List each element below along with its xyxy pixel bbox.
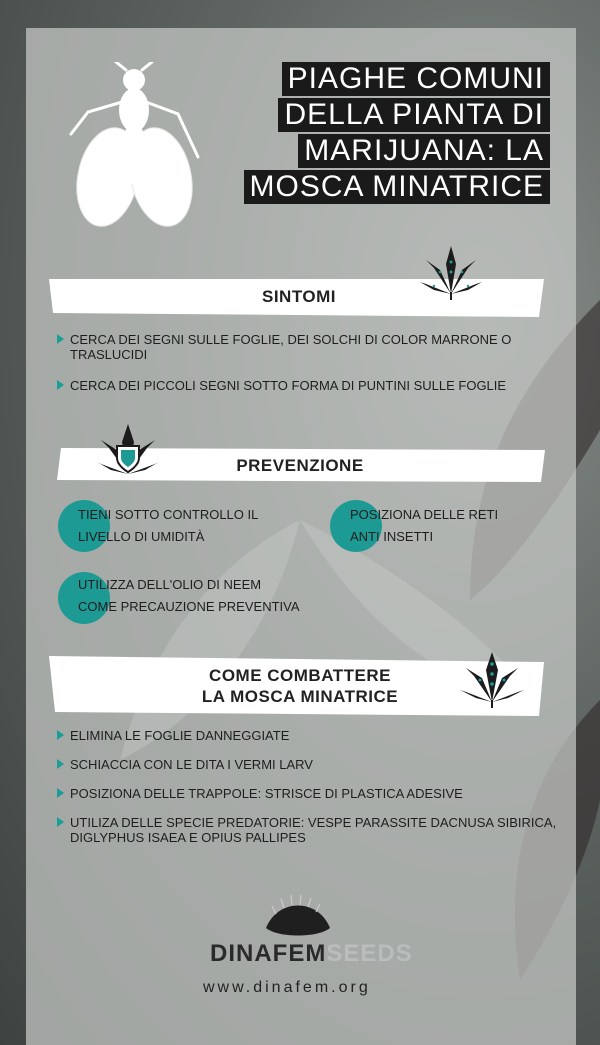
- symptoms-heading: SINTOMI: [261, 287, 337, 306]
- brand-dinafem: DINAFEM: [210, 940, 327, 967]
- bullet-arrow-icon: [57, 817, 64, 827]
- symptom-text: CERCA DEI PICCOLI SEGNI SOTTO FORMA DI PUNTINI SULLE FOGLIE: [70, 378, 507, 393]
- prevention-text: UTILIZZA DELL'OLIO DI NEEM: [78, 577, 262, 592]
- brand-seeds: SEEDS: [326, 940, 413, 967]
- symptoms-list: [57, 332, 557, 405]
- symptom-text: CERCA DEI SEGNI SULLE FOGLIE, DEI SOLCHI DI COLOR MARRONE O TRASLUCIDI: [70, 332, 512, 362]
- prevention-heading: PREVENZIONE: [236, 456, 364, 475]
- list-item: [57, 378, 557, 393]
- brand-name: [210, 940, 413, 968]
- fight-list: [57, 728, 557, 857]
- bullet-arrow-icon: [57, 380, 64, 390]
- list-item: [57, 728, 557, 743]
- fight-text: SCHIACCIA CON LE DITA I VERMI LARV: [70, 757, 313, 772]
- bullet-arrow-icon: [57, 334, 64, 344]
- prevention-text: COME PRECAUZIONE PREVENTIVA: [78, 599, 300, 614]
- fly-icon: [66, 62, 216, 232]
- website-url[interactable]: www.dinafem.org: [203, 979, 371, 996]
- fight-heading-line-1: COME COMBATTERE: [209, 666, 391, 685]
- list-item: [57, 757, 557, 772]
- list-item: [57, 815, 557, 845]
- title-line-4: MOSCA MINATRICE: [244, 170, 550, 204]
- cannabis-leaf-dotted-icon: [460, 652, 524, 708]
- fight-text: ELIMINA LE FOGLIE DANNEGGIATE: [70, 728, 290, 743]
- title-line-2: DELLA PIANTA DI: [278, 98, 550, 132]
- list-item: [57, 332, 557, 362]
- dinafem-eye-logo: [264, 892, 332, 938]
- prevention-text: LIVELLO DI UMIDITÀ: [78, 529, 205, 544]
- cannabis-shield-icon: [97, 424, 159, 478]
- fight-text: UTILIZA DELLE SPECIE PREDATORIE: VESPE PARASSITE DACNUSA SIBIRICA, DIGLYPHUS ISAEA E OPIUS PALLIPES: [70, 815, 557, 845]
- cannabis-leaf-icon: [420, 246, 482, 300]
- fight-text: POSIZIONA DELLE TRAPPOLE: STRISCE DI PLASTICA ADESIVE: [70, 786, 463, 801]
- title-line-1: PIAGHE COMUNI: [282, 62, 550, 96]
- bullet-arrow-icon: [57, 788, 64, 798]
- prevention-text: TIENI SOTTO CONTROLLO IL: [78, 507, 259, 522]
- prevention-text: ANTI INSETTI: [350, 529, 434, 544]
- title-line-3: MARIJUANA: LA: [298, 134, 550, 168]
- bullet-arrow-icon: [57, 730, 64, 740]
- page-title: [230, 62, 550, 206]
- list-item: [57, 786, 557, 801]
- bullet-arrow-icon: [57, 759, 64, 769]
- fight-heading: [150, 665, 450, 707]
- fight-heading-line-2: LA MOSCA MINATRICE: [201, 687, 399, 706]
- prevention-text: POSIZIONA DELLE RETI: [350, 507, 499, 522]
